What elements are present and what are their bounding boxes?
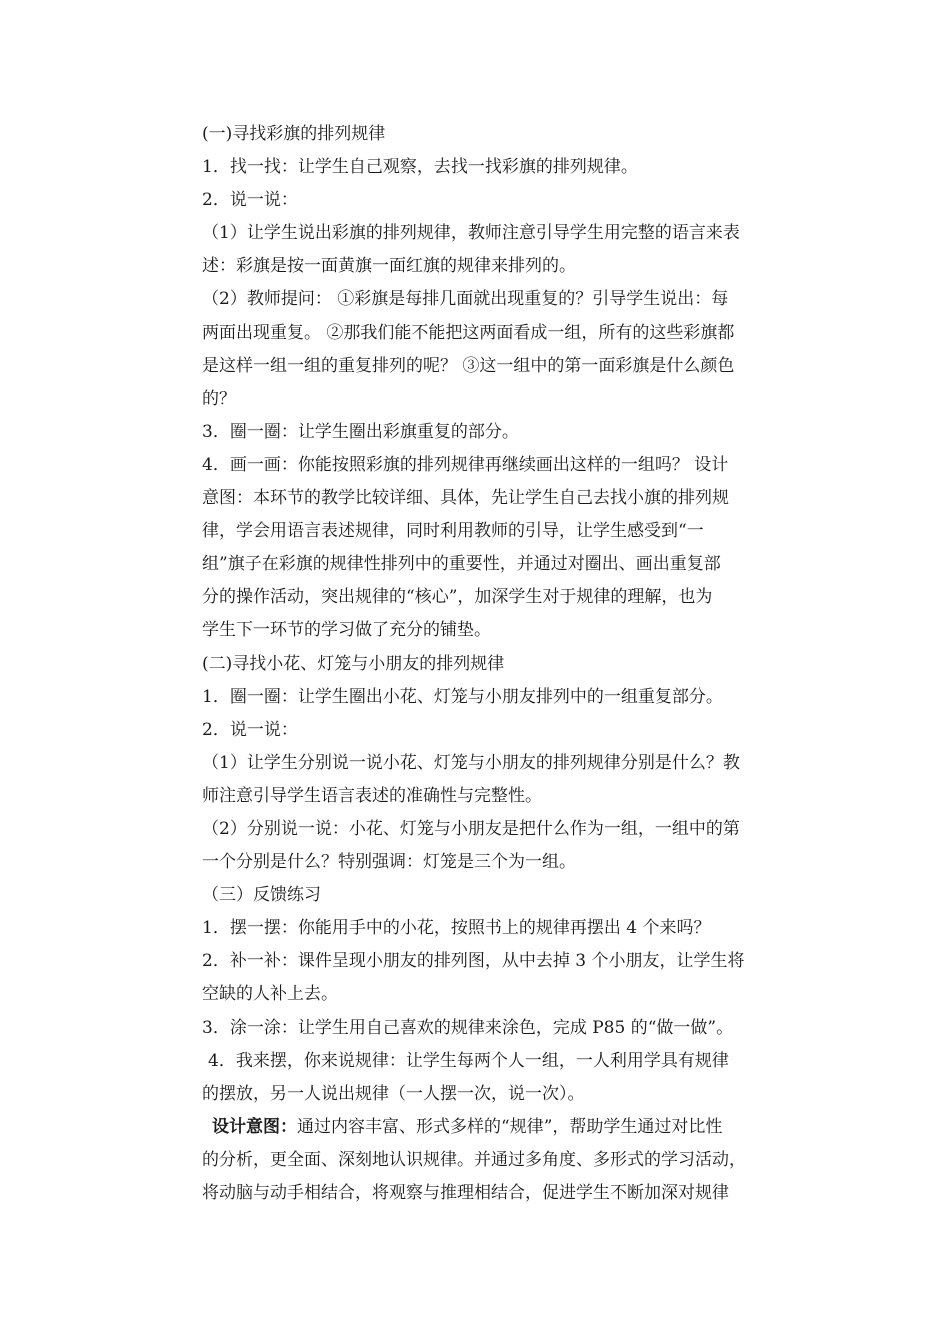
text-line: 是这样一组一组的重复排列的呢？ ③这一组中的第一面彩旗是什么颜色 [202, 355, 735, 376]
text-line: 4．画一画：你能按照彩旗的排列规律再继续画出这样的一组吗？ 设计 [202, 454, 729, 475]
text-line: 空缺的人补上去。 [202, 984, 338, 1005]
text-line: 的？ [202, 388, 236, 409]
design-intent-label: 设计意图： [212, 1116, 297, 1137]
text-line: 一个分别是什么？特别强调：灯笼是三个为一组。 [202, 852, 576, 873]
text-line: 意图：本环节的教学比较详细、具体，先让学生自己去找小旗的排列规 [202, 488, 729, 509]
text-line: 1．圈一圈：让学生圈出小花、灯笼与小朋友排列中的一组重复部分。 [202, 686, 723, 707]
text-line: 将动脑与动手相结合，将观察与推理相结合，促进学生不断加深对规律 [202, 1183, 729, 1203]
section-heading-2: (二)寻找小花、灯笼与小朋友的排列规律 [202, 653, 505, 674]
text-line: 的摆放，另一人说出规律（一人摆一次，说一次）。 [202, 1083, 585, 1104]
text-line: 两面出现重复。 ②那我们能不能把这两面看成一组，所有的这些彩旗都 [202, 322, 735, 343]
text-line: （1）让学生说出彩旗的排列规律，教师注意引导学生用完整的语言来表 [202, 223, 740, 244]
text-line: 述：彩旗是按一面黄旗一面红旗的规律来排列的。 [202, 256, 576, 277]
design-intent-text: 通过内容丰富、形式多样的“规律”，帮助学生通过对比性 [297, 1116, 723, 1137]
text-line: 分的操作活动，突出规律的“核心”，加深学生对于规律的理解，也为 [202, 587, 713, 608]
text-line: 2．说一说： [202, 190, 298, 211]
text-line: （2）教师提问： ①彩旗是每排几面就出现重复的？引导学生说出：每 [202, 289, 729, 310]
text-line: 1．摆一摆：你能用手中的小花，按照书上的规律再摆出 4 个来吗？ [202, 918, 711, 939]
text-line: 的分析，更全面、深刻地认识规律。并通过多角度、多形式的学习活动， [202, 1149, 746, 1170]
section-heading-1: (一)寻找彩旗的排列规律 [202, 124, 386, 144]
text-line: 师注意引导学生语言表述的准确性与完整性。 [202, 785, 542, 806]
text-line: 学生下一环节的学习做了充分的铺垫。 [202, 620, 491, 641]
text-line: 组”旗子在彩旗的规律性排列中的重要性，并通过对圈出、画出重复部 [202, 554, 721, 575]
text-line: 3．圈一圈：让学生圈出彩旗重复的部分。 [202, 421, 519, 442]
design-intent-line [202, 1111, 812, 1144]
text-line: （1）让学生分别说一说小花、灯笼与小朋友的排列规律分别是什么？教 [202, 752, 740, 773]
document-body [202, 118, 812, 1210]
section-heading-3: （三）反馈练习 [202, 885, 321, 906]
text-line: （2）分别说一说：小花、灯笼与小朋友是把什么作为一组，一组中的第 [202, 818, 740, 839]
text-line: 2．补一补：课件呈现小朋友的排列图，从中去掉 3 个小朋友，让学生将 [202, 951, 745, 972]
text-line: 1．找一找：让学生自己观察，去找一找彩旗的排列规律。 [202, 157, 638, 178]
text-line: 3．涂一涂：让学生用自己喜欢的规律来涂色，完成 P85 的“做一做”。 [202, 1017, 734, 1038]
text-line: 2．说一说： [202, 719, 298, 740]
text-line: 4．我来摆，你来说规律：让学生每两个人一组，一人利用学具有规律 [208, 1050, 729, 1071]
text-line: 律，学会用语言表述规律，同时利用教师的引导，让学生感受到“一 [202, 521, 704, 542]
